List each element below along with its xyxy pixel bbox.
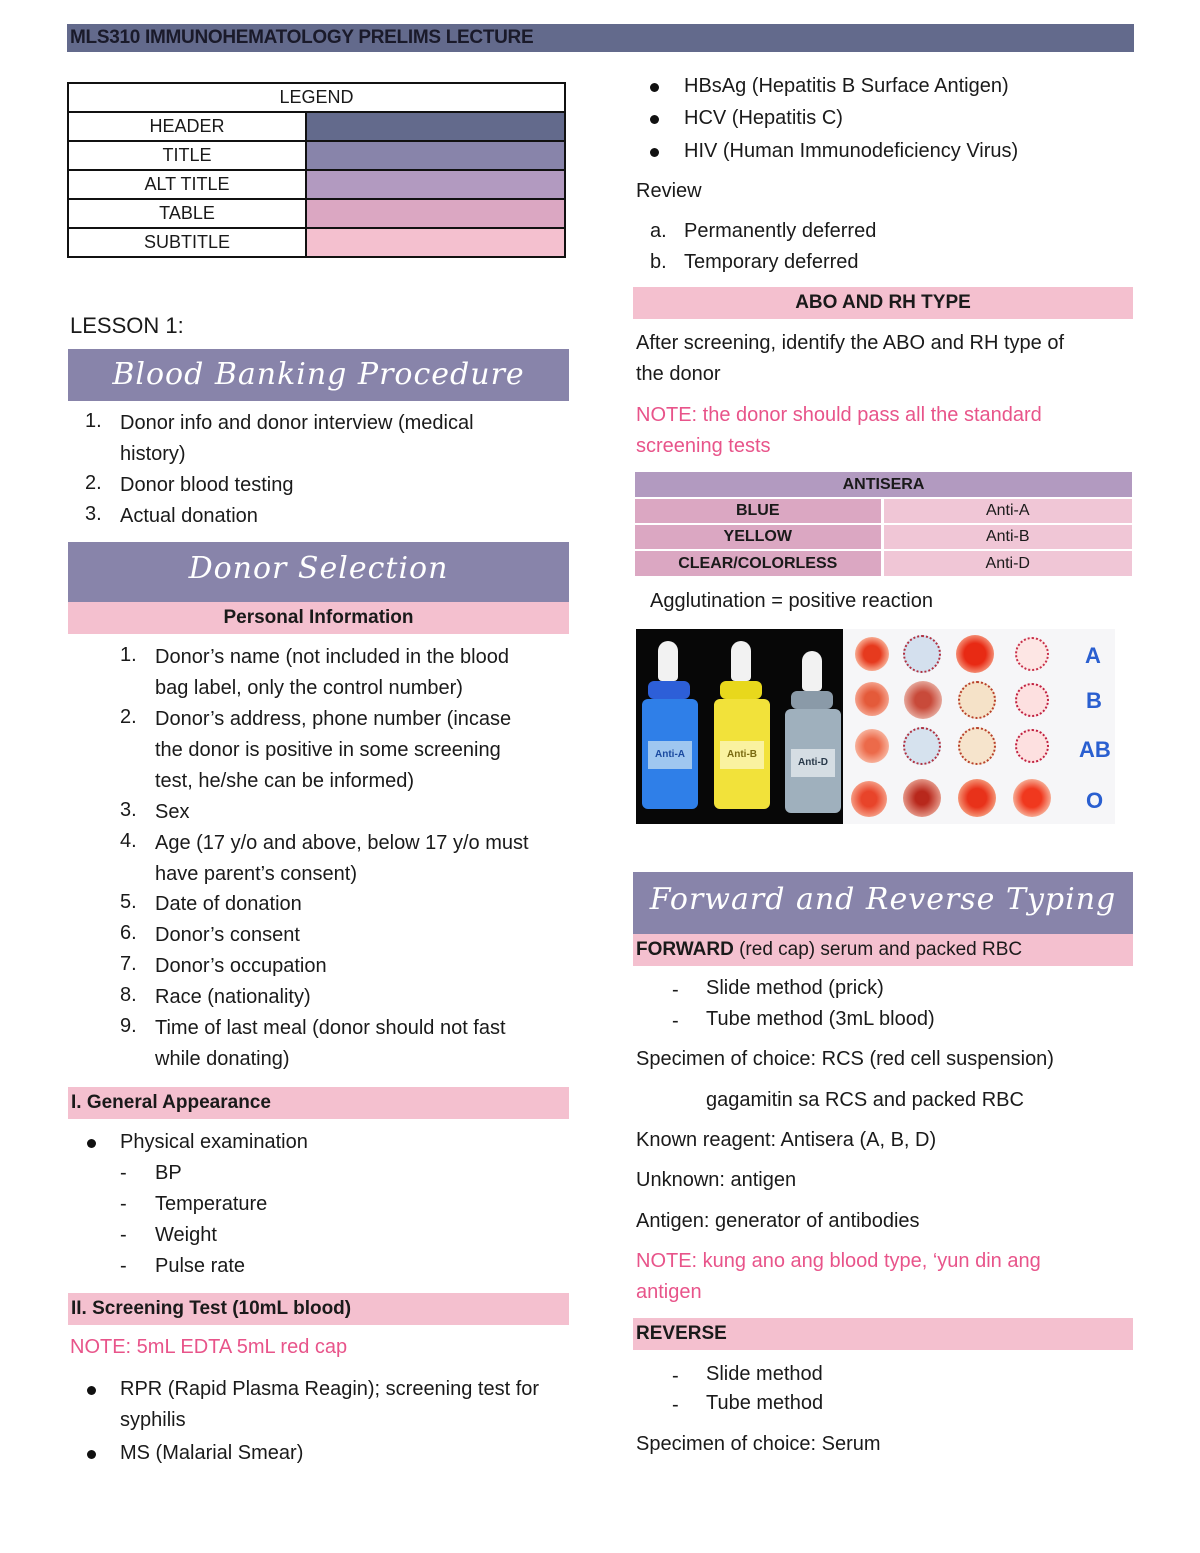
reaction-dot	[958, 779, 996, 817]
list-item: Actual donation	[120, 505, 258, 527]
subtitle-screening-test: II. Screening Test (10mL blood)	[68, 1293, 569, 1325]
bottle-label: Anti-D	[791, 749, 835, 777]
antisera-table	[635, 472, 1132, 576]
list-number: 6.	[120, 922, 137, 944]
note-text: NOTE: 5mL EDTA 5mL red cap	[70, 1336, 348, 1358]
list-number: 2.	[120, 706, 137, 728]
banner-blood-banking: Blood Banking Procedure	[68, 349, 569, 401]
list-item: Race (nationality)	[155, 986, 311, 1008]
legend-swatch-header	[306, 112, 565, 141]
dash-icon: -	[672, 979, 679, 1001]
reaction-dot	[1015, 729, 1049, 763]
list-item-cont: have parent’s consent)	[155, 863, 357, 885]
paragraph: After screening, identify the ABO and RH type of	[636, 332, 1065, 354]
legend-label: SUBTITLE	[68, 228, 306, 257]
dropper-cap	[731, 641, 751, 681]
list-item: HIV (Human Immunodeficiency Virus)	[684, 140, 1019, 162]
table-cell: Anti-B	[882, 524, 1132, 550]
reaction-dot	[855, 729, 889, 763]
list-item: Permanently deferred	[684, 220, 877, 242]
note-text: antigen	[636, 1281, 702, 1303]
list-item: Temporary deferred	[684, 251, 859, 273]
list-item: Donor’s occupation	[155, 955, 327, 977]
note-text: NOTE: kung ano ang blood type, ‘yun din ang	[636, 1250, 1041, 1272]
reaction-dot	[958, 727, 996, 765]
reaction-dot	[958, 681, 996, 719]
note-text: NOTE: the donor should pass all the standard	[636, 404, 1042, 426]
list-item: Date of donation	[155, 893, 302, 915]
legend-label: TABLE	[68, 199, 306, 228]
list-item: HBsAg (Hepatitis B Surface Antigen)	[684, 75, 1009, 97]
legend-table	[67, 82, 566, 258]
blood-type-label: O	[1086, 788, 1104, 813]
list-item-cont: the donor is positive in some screening	[155, 739, 501, 761]
list-item-cont: syphilis	[120, 1409, 186, 1431]
legend-swatch-alt-title	[306, 170, 565, 199]
reaction-dot	[904, 681, 942, 719]
banner-donor-selection: Donor Selection	[68, 542, 569, 602]
reaction-dot	[956, 635, 994, 673]
reaction-dot	[1013, 779, 1051, 817]
reaction-dot	[855, 682, 889, 716]
forward-label: FORWARD	[636, 939, 734, 960]
list-item: Donor info and donor interview (medical	[120, 412, 474, 434]
banner-forward-reverse: Forward and Reverse Typing	[633, 872, 1133, 934]
list-item: Time of last meal (donor should not fast	[155, 1017, 506, 1039]
bottle-neck	[791, 691, 833, 709]
legend-swatch-subtitle	[306, 228, 565, 257]
antisera-title: ANTISERA	[635, 472, 1132, 498]
bottle-neck	[720, 681, 762, 699]
document-header: MLS310 IMMUNOHEMATOLOGY PRELIMS LECTURE	[70, 27, 534, 48]
bullet-icon	[650, 115, 659, 124]
reaction-dot	[1015, 637, 1049, 671]
list-number: 1.	[120, 644, 137, 666]
list-item: Donor’s name (not included in the blood	[155, 646, 509, 668]
dash-icon: -	[120, 1193, 127, 1215]
list-item: Slide method (prick)	[706, 977, 884, 999]
paragraph: Antigen: generator of antibodies	[636, 1210, 920, 1232]
list-letter: a.	[650, 220, 667, 242]
blood-type-label: AB	[1079, 737, 1111, 762]
blood-type-label: B	[1086, 688, 1102, 713]
bottle-blue	[642, 699, 698, 809]
subtitle-personal-info: Personal Information	[68, 602, 569, 634]
list-item: Physical examination	[120, 1131, 308, 1153]
list-number: 1.	[85, 410, 102, 432]
forward-desc: (red cap) serum and packed RBC	[733, 939, 1023, 960]
reaction-dot	[903, 779, 941, 817]
bottle-label: Anti-A	[648, 741, 692, 769]
bottle-yellow	[714, 699, 770, 809]
list-item-cont: history)	[120, 443, 186, 465]
legend-label: TITLE	[68, 141, 306, 170]
antisera-bottles-image	[636, 629, 843, 824]
bullet-icon	[87, 1139, 96, 1148]
dash-icon: -	[672, 1365, 679, 1387]
dash-icon: -	[120, 1255, 127, 1277]
list-item: Temperature	[155, 1193, 268, 1215]
list-item: Weight	[155, 1224, 217, 1246]
subtitle-reverse: REVERSE	[633, 1318, 1133, 1350]
list-item: Donor’s address, phone number (incase	[155, 708, 512, 730]
list-item-cont: bag label, only the control number)	[155, 677, 463, 699]
list-item: BP	[155, 1162, 182, 1184]
table-cell: CLEAR/COLORLESS	[635, 550, 882, 576]
list-item: Pulse rate	[155, 1255, 246, 1277]
paragraph: the donor	[636, 363, 721, 385]
table-cell: Anti-D	[882, 550, 1132, 576]
bullet-icon	[650, 83, 659, 92]
subtitle-abo-rh: ABO AND RH TYPE	[633, 287, 1133, 319]
bullet-icon	[87, 1450, 96, 1459]
paragraph: Unknown: antigen	[636, 1169, 797, 1191]
list-number: 7.	[120, 953, 137, 975]
review-label: Review	[636, 180, 702, 202]
list-item: Donor’s consent	[155, 924, 300, 946]
reaction-dot	[855, 637, 889, 671]
list-number: 8.	[120, 984, 137, 1006]
list-item: Sex	[155, 801, 190, 823]
reaction-dot	[903, 727, 941, 765]
note-text: screening tests	[636, 435, 771, 457]
list-item: MS (Malarial Smear)	[120, 1442, 304, 1464]
dash-icon: -	[672, 1394, 679, 1416]
list-number: 2.	[85, 472, 102, 494]
reaction-dot	[903, 635, 941, 673]
list-item: RPR (Rapid Plasma Reagin); screening test for	[120, 1378, 540, 1400]
reaction-dot	[1015, 683, 1049, 717]
lesson-label: LESSON 1:	[70, 313, 184, 338]
dash-icon: -	[672, 1010, 679, 1032]
blood-type-label: A	[1085, 643, 1101, 668]
blood-typing-slides-image	[843, 629, 1115, 824]
list-number: 5.	[120, 891, 137, 913]
list-number: 4.	[120, 830, 137, 852]
paragraph: Specimen of choice: Serum	[636, 1433, 881, 1455]
dash-icon: -	[120, 1224, 127, 1246]
subtitle-forward	[633, 934, 1133, 966]
list-item: Slide method	[706, 1363, 823, 1385]
paragraph: Specimen of choice: RCS (red cell suspension)	[636, 1048, 1054, 1070]
list-number: 3.	[85, 503, 102, 525]
list-letter: b.	[650, 251, 667, 273]
bullet-icon	[650, 148, 659, 157]
agglutination-text: Agglutination = positive reaction	[650, 590, 933, 612]
dropper-cap	[802, 651, 822, 691]
bottle-label: Anti-B	[720, 741, 764, 769]
list-item: Tube method	[706, 1392, 824, 1414]
bottle-clear	[785, 709, 841, 813]
list-item: Age (17 y/o and above, below 17 y/o must	[155, 832, 529, 854]
subtitle-general-appearance: I. General Appearance	[68, 1087, 569, 1119]
legend-title: LEGEND	[68, 83, 565, 112]
legend-label: HEADER	[68, 112, 306, 141]
list-item-cont: while donating)	[155, 1048, 290, 1070]
paragraph: Known reagent: Antisera (A, B, D)	[636, 1129, 937, 1151]
list-item: Donor blood testing	[120, 474, 294, 496]
paragraph: gagamitin sa RCS and packed RBC	[706, 1089, 1024, 1111]
bullet-icon	[87, 1386, 96, 1395]
reaction-dot	[851, 781, 887, 817]
list-number: 3.	[120, 799, 137, 821]
legend-swatch-table	[306, 199, 565, 228]
dash-icon: -	[120, 1162, 127, 1184]
table-cell: YELLOW	[635, 524, 882, 550]
dropper-cap	[658, 641, 678, 681]
legend-swatch-title	[306, 141, 565, 170]
legend-label: ALT TITLE	[68, 170, 306, 199]
list-number: 9.	[120, 1015, 137, 1037]
bottle-neck	[648, 681, 690, 699]
list-item: HCV (Hepatitis C)	[684, 107, 843, 129]
list-item: Tube method (3mL blood)	[706, 1008, 935, 1030]
table-cell: BLUE	[635, 498, 882, 524]
list-item-cont: test, he/she can be informed)	[155, 770, 415, 792]
table-cell: Anti-A	[882, 498, 1132, 524]
